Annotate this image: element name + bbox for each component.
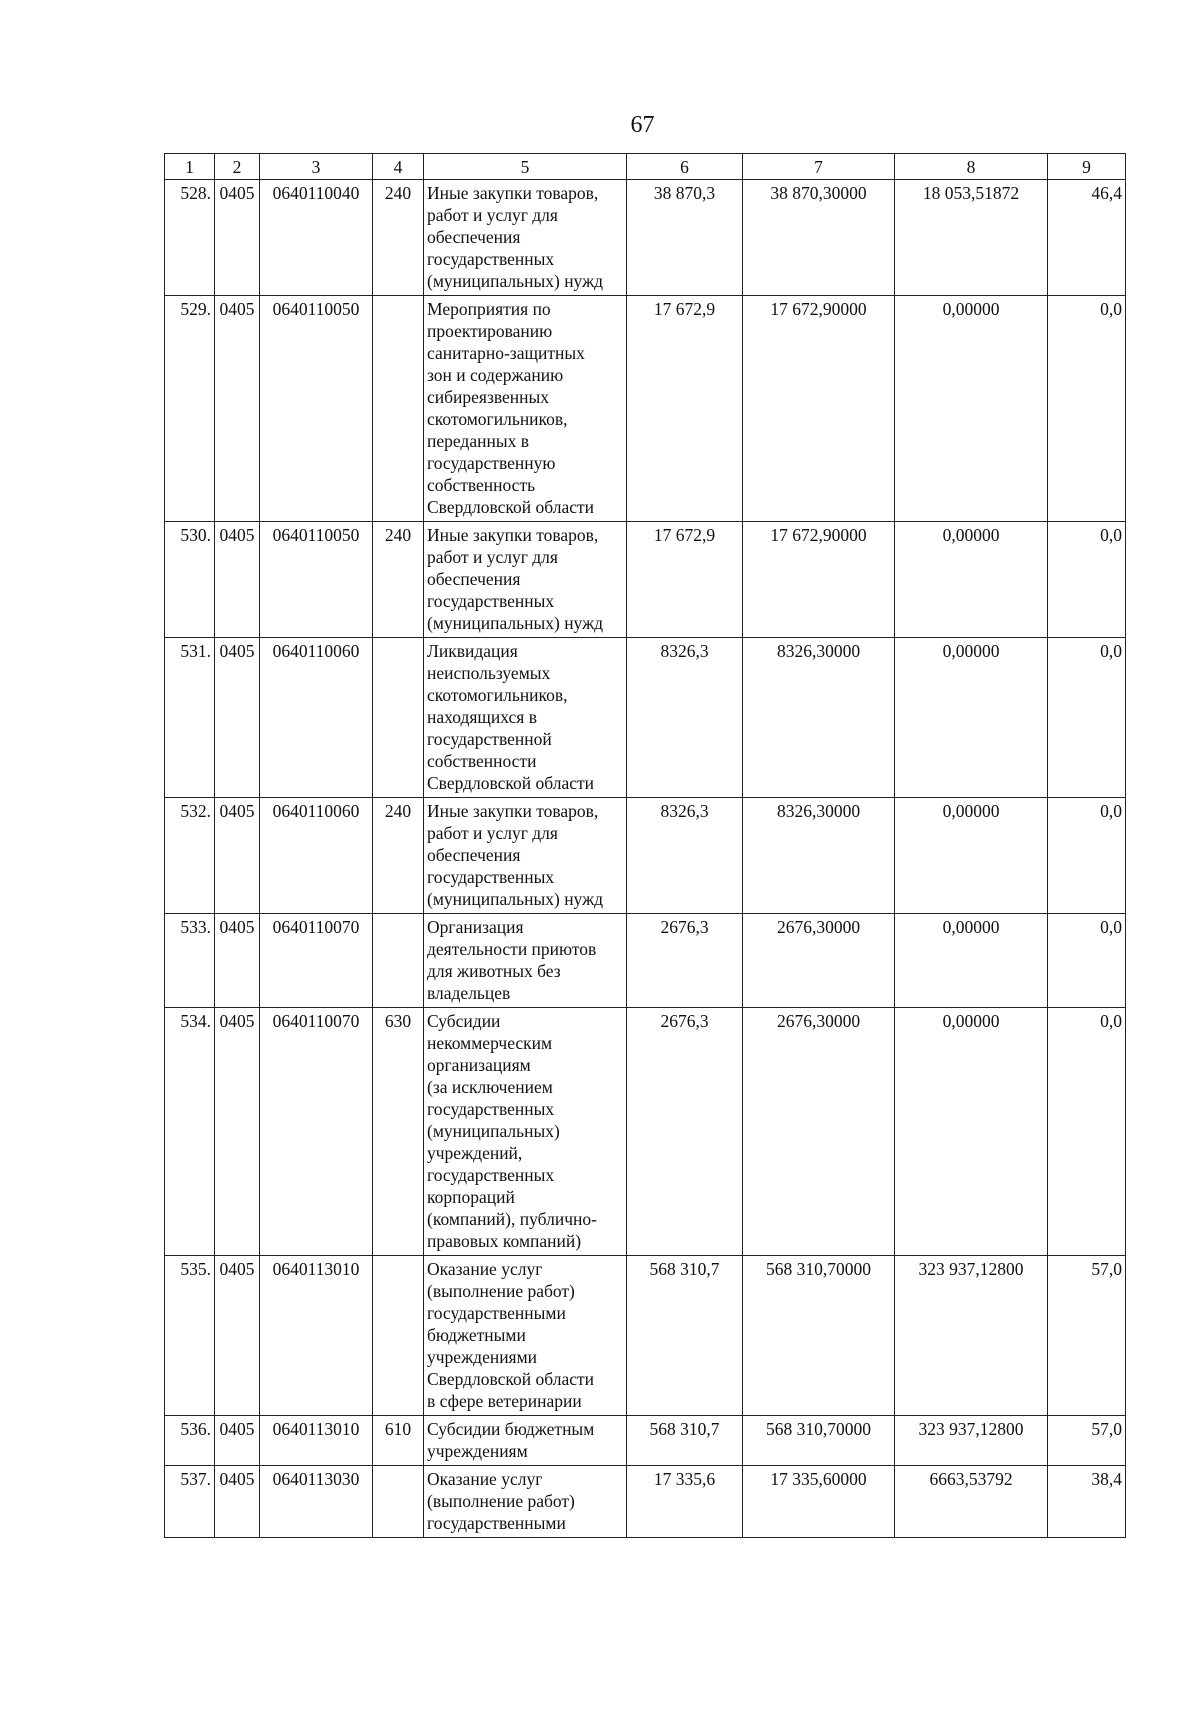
- table-row: [165, 1416, 1126, 1466]
- target-code-cell: 0640110060: [260, 638, 373, 798]
- expense-type-cell: [373, 296, 424, 522]
- table-row: [165, 1008, 1126, 1256]
- item-name-line: правовых компаний): [427, 1231, 582, 1251]
- value-col7-cell: 17 335,60000: [743, 1466, 895, 1538]
- expense-type-cell: [373, 638, 424, 798]
- expense-type-cell: [373, 914, 424, 1008]
- item-name-line: владельцев: [427, 983, 511, 1003]
- target-code-cell: 0640110060: [260, 798, 373, 914]
- percent-cell: 0,0: [1048, 638, 1126, 798]
- item-name-line: Иные закупки товаров,: [427, 183, 599, 203]
- item-name-cell: [424, 798, 627, 914]
- section-code-cell: 0405: [215, 180, 260, 296]
- value-col8-cell: 0,00000: [895, 638, 1048, 798]
- item-name-line: государственных: [427, 591, 555, 611]
- item-name-line: государственных: [427, 867, 555, 887]
- item-name-line: деятельности приютов: [427, 939, 597, 959]
- item-name-line: государственных: [427, 1165, 555, 1185]
- item-name-cell: [424, 296, 627, 522]
- row-number-cell: 530.: [165, 522, 215, 638]
- value-col8-cell: 0,00000: [895, 798, 1048, 914]
- value-col7-cell: 17 672,90000: [743, 522, 895, 638]
- value-col7-cell: 2676,30000: [743, 914, 895, 1008]
- item-name-line: (выполнение работ): [427, 1491, 575, 1511]
- item-name-line: некоммерческим: [427, 1033, 553, 1053]
- column-header-7: 7: [743, 154, 895, 180]
- expense-type-cell: 630: [373, 1008, 424, 1256]
- item-name-line: (муниципальных) нужд: [427, 889, 604, 909]
- value-col6-cell: 8326,3: [627, 798, 743, 914]
- column-header-8: 8: [895, 154, 1048, 180]
- item-name-line: Субсидии: [427, 1011, 501, 1031]
- column-header-9: 9: [1048, 154, 1126, 180]
- value-col8-cell: 18 053,51872: [895, 180, 1048, 296]
- item-name-line: сибиреязвенных: [427, 387, 550, 407]
- value-col6-cell: 568 310,7: [627, 1256, 743, 1416]
- section-code-cell: 0405: [215, 638, 260, 798]
- item-name-line: учреждений,: [427, 1143, 523, 1163]
- item-name-line: работ и услуг для: [427, 547, 558, 567]
- table-row: [165, 1256, 1126, 1416]
- item-name-line: государственную: [427, 453, 556, 473]
- header-row: [165, 154, 1126, 180]
- row-number-cell: 531.: [165, 638, 215, 798]
- value-col6-cell: 17 672,9: [627, 296, 743, 522]
- item-name-line: работ и услуг для: [427, 205, 558, 225]
- table-row: [165, 180, 1126, 296]
- page-number: 67: [630, 112, 655, 138]
- value-col8-cell: 0,00000: [895, 1008, 1048, 1256]
- section-code-cell: 0405: [215, 1008, 260, 1256]
- item-name-line: скотомогильников,: [427, 685, 568, 705]
- value-col8-cell: 323 937,12800: [895, 1256, 1048, 1416]
- budget-table: [164, 153, 1126, 1538]
- target-code-cell: 0640113030: [260, 1466, 373, 1538]
- item-name-line: (выполнение работ): [427, 1281, 575, 1301]
- value-col8-cell: 6663,53792: [895, 1466, 1048, 1538]
- item-name-line: санитарно-защитных: [427, 343, 585, 363]
- table-body: [165, 180, 1126, 1538]
- item-name-line: (муниципальных) нужд: [427, 271, 604, 291]
- column-header-3: 3: [260, 154, 373, 180]
- item-name-cell: [424, 638, 627, 798]
- column-header-2: 2: [215, 154, 260, 180]
- value-col6-cell: 17 672,9: [627, 522, 743, 638]
- table-row: [165, 914, 1126, 1008]
- item-name-line: Оказание услуг: [427, 1259, 543, 1279]
- value-col8-cell: 0,00000: [895, 914, 1048, 1008]
- expense-type-cell: 240: [373, 522, 424, 638]
- item-name-line: государственных: [427, 1099, 555, 1119]
- item-name-line: государственными: [427, 1513, 566, 1533]
- percent-cell: 46,4: [1048, 180, 1126, 296]
- item-name-line: государственных: [427, 249, 555, 269]
- item-name-line: государственными: [427, 1303, 566, 1323]
- item-name-line: собственность: [427, 475, 536, 495]
- item-name-line: Организация: [427, 917, 524, 937]
- expense-type-cell: 240: [373, 180, 424, 296]
- value-col7-cell: 2676,30000: [743, 1008, 895, 1256]
- section-code-cell: 0405: [215, 1256, 260, 1416]
- item-name-line: проектированию: [427, 321, 553, 341]
- row-number-cell: 536.: [165, 1416, 215, 1466]
- target-code-cell: 0640110040: [260, 180, 373, 296]
- expense-type-cell: [373, 1466, 424, 1538]
- item-name-line: корпораций: [427, 1187, 515, 1207]
- item-name-line: Свердловской области: [427, 497, 595, 517]
- item-name-line: бюджетными: [427, 1325, 526, 1345]
- item-name-line: (за исключением: [427, 1077, 553, 1097]
- section-code-cell: 0405: [215, 296, 260, 522]
- percent-cell: 38,4: [1048, 1466, 1126, 1538]
- expense-type-cell: [373, 1256, 424, 1416]
- table-row: [165, 296, 1126, 522]
- item-name-cell: [424, 1466, 627, 1538]
- item-name-cell: [424, 522, 627, 638]
- section-code-cell: 0405: [215, 1466, 260, 1538]
- item-name-line: государственной: [427, 729, 552, 749]
- column-header-6: 6: [627, 154, 743, 180]
- item-name-line: зон и содержанию: [427, 365, 564, 385]
- column-header-5: 5: [424, 154, 627, 180]
- item-name-line: Свердловской области: [427, 773, 595, 793]
- item-name-line: скотомогильников,: [427, 409, 568, 429]
- value-col6-cell: 568 310,7: [627, 1416, 743, 1466]
- target-code-cell: 0640113010: [260, 1256, 373, 1416]
- value-col7-cell: 8326,30000: [743, 638, 895, 798]
- row-number-cell: 537.: [165, 1466, 215, 1538]
- item-name-line: учреждениями: [427, 1347, 538, 1367]
- item-name-line: (компаний), публично-: [427, 1209, 597, 1229]
- value-col7-cell: 17 672,90000: [743, 296, 895, 522]
- target-code-cell: 0640113010: [260, 1416, 373, 1466]
- value-col7-cell: 8326,30000: [743, 798, 895, 914]
- row-number-cell: 532.: [165, 798, 215, 914]
- target-code-cell: 0640110050: [260, 522, 373, 638]
- row-number-cell: 533.: [165, 914, 215, 1008]
- item-name-cell: [424, 1416, 627, 1466]
- item-name-line: обеспечения: [427, 845, 521, 865]
- percent-cell: 0,0: [1048, 1008, 1126, 1256]
- section-code-cell: 0405: [215, 1416, 260, 1466]
- table-row: [165, 1466, 1126, 1538]
- row-number-cell: 534.: [165, 1008, 215, 1256]
- value-col8-cell: 0,00000: [895, 522, 1048, 638]
- item-name-line: (муниципальных) нужд: [427, 613, 604, 633]
- section-code-cell: 0405: [215, 798, 260, 914]
- percent-cell: 0,0: [1048, 296, 1126, 522]
- item-name-line: организациям: [427, 1055, 531, 1075]
- target-code-cell: 0640110050: [260, 296, 373, 522]
- item-name-cell: [424, 914, 627, 1008]
- value-col8-cell: 0,00000: [895, 296, 1048, 522]
- item-name-line: учреждениям: [427, 1441, 528, 1461]
- percent-cell: 57,0: [1048, 1256, 1126, 1416]
- column-header-4: 4: [373, 154, 424, 180]
- value-col7-cell: 568 310,70000: [743, 1256, 895, 1416]
- percent-cell: 57,0: [1048, 1416, 1126, 1466]
- section-code-cell: 0405: [215, 914, 260, 1008]
- table-row: [165, 522, 1126, 638]
- item-name-line: Иные закупки товаров,: [427, 525, 599, 545]
- item-name-line: Ликвидация: [427, 641, 518, 661]
- item-name-line: обеспечения: [427, 569, 521, 589]
- value-col8-cell: 323 937,12800: [895, 1416, 1048, 1466]
- item-name-line: (муниципальных): [427, 1121, 560, 1141]
- item-name-line: работ и услуг для: [427, 823, 558, 843]
- item-name-line: Субсидии бюджетным: [427, 1419, 595, 1439]
- row-number-cell: 528.: [165, 180, 215, 296]
- value-col6-cell: 17 335,6: [627, 1466, 743, 1538]
- value-col6-cell: 38 870,3: [627, 180, 743, 296]
- column-header-1: 1: [165, 154, 215, 180]
- percent-cell: 0,0: [1048, 914, 1126, 1008]
- expense-type-cell: 610: [373, 1416, 424, 1466]
- item-name-line: неиспользуемых: [427, 663, 551, 683]
- row-number-cell: 529.: [165, 296, 215, 522]
- table-row: [165, 798, 1126, 914]
- item-name-line: находящихся в: [427, 707, 537, 727]
- item-name-line: для животных без: [427, 961, 561, 981]
- value-col6-cell: 8326,3: [627, 638, 743, 798]
- item-name-line: в сфере ветеринарии: [427, 1391, 582, 1411]
- value-col7-cell: 38 870,30000: [743, 180, 895, 296]
- target-code-cell: 0640110070: [260, 1008, 373, 1256]
- row-number-cell: 535.: [165, 1256, 215, 1416]
- section-code-cell: 0405: [215, 522, 260, 638]
- expense-type-cell: 240: [373, 798, 424, 914]
- item-name-line: Свердловской области: [427, 1369, 595, 1389]
- item-name-line: собственности: [427, 751, 537, 771]
- table-row: [165, 638, 1126, 798]
- item-name-line: Мероприятия по: [427, 299, 551, 319]
- value-col6-cell: 2676,3: [627, 914, 743, 1008]
- item-name-line: обеспечения: [427, 227, 521, 247]
- target-code-cell: 0640110070: [260, 914, 373, 1008]
- value-col7-cell: 568 310,70000: [743, 1416, 895, 1466]
- item-name-line: Иные закупки товаров,: [427, 801, 599, 821]
- item-name-line: переданных в: [427, 431, 529, 451]
- item-name-cell: [424, 1008, 627, 1256]
- percent-cell: 0,0: [1048, 798, 1126, 914]
- item-name-line: Оказание услуг: [427, 1469, 543, 1489]
- item-name-cell: [424, 1256, 627, 1416]
- item-name-cell: [424, 180, 627, 296]
- value-col6-cell: 2676,3: [627, 1008, 743, 1256]
- percent-cell: 0,0: [1048, 522, 1126, 638]
